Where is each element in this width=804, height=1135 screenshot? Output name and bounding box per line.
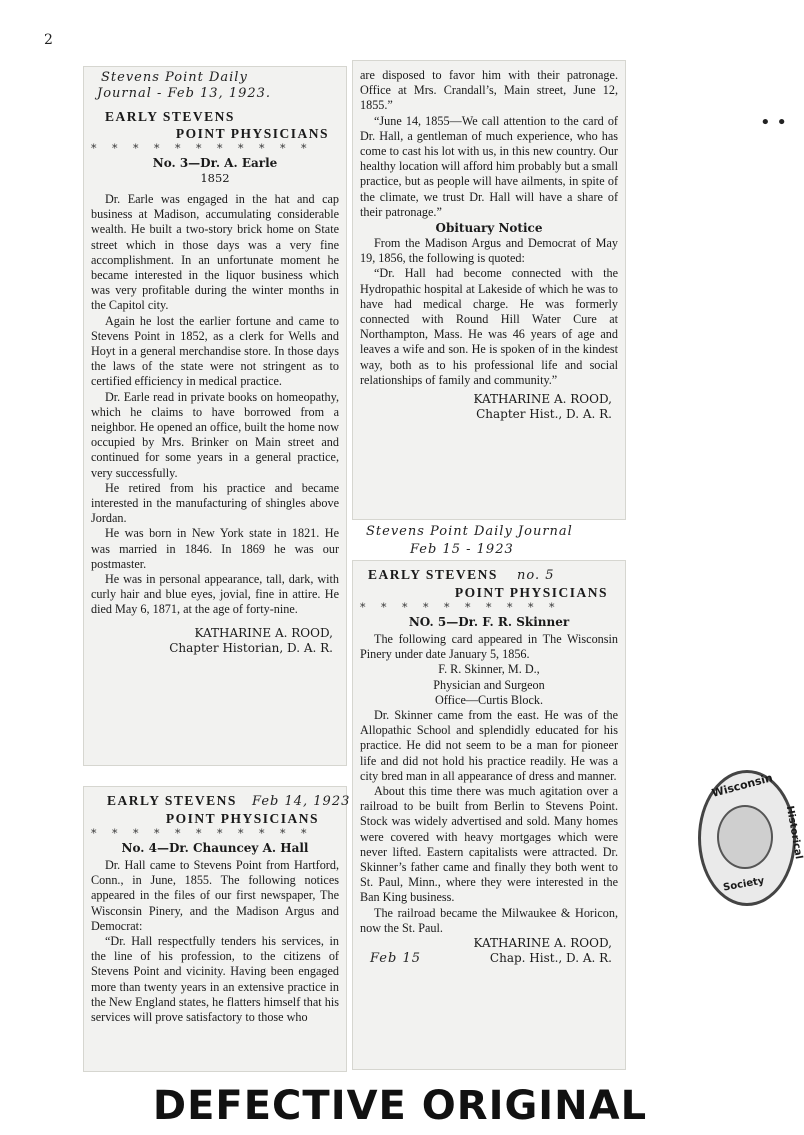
article-subtitle: NO. 5—Dr. F. R. Skinner [408, 615, 570, 629]
article-body [91, 858, 339, 1025]
handwritten-date: Journal - Feb 13, 1923. [97, 86, 272, 101]
star-divider: * * * * * * * * * * [360, 601, 561, 614]
article-year: 1852 [200, 171, 230, 185]
paragraph: Dr. Hall came to Stevens Point from Hartford, Conn., in June, 1855. The following notices appeared in the files of our first newspaper, The Wisconsin Pinery, and the Madison Argus and Democrat: [91, 858, 339, 933]
handwritten-source: Stevens Point Daily Journal [366, 524, 573, 539]
clipping-skinner [352, 560, 626, 1070]
clipping-hall [83, 786, 351, 1072]
article-body [360, 68, 618, 220]
signature-name: KATHARINE A. ROOD, [194, 625, 333, 640]
corner-mark: 2 [44, 32, 53, 48]
paragraph: From the Madison Argus and Democrat of May 19, 1856, the following is quoted: [360, 236, 618, 266]
paragraph: He retired from his practice and became interested in the manufacturing of shingles above Jordan. [91, 480, 339, 526]
paragraph: “June 14, 1855—We call attention to the card of Dr. Hall, a gentleman of much experience, who has come to cast his lot with us, in this new country. Our healthy location will afford him probably but a small practice, but as people will have ailments, in spite of the climate, we trust Dr. Hall will have a share of their patronage.” [360, 113, 618, 219]
handwritten-date: Feb 15 [370, 951, 421, 967]
clipping-hall-continued [352, 60, 626, 520]
paragraph: Dr. Skinner came from the east. He was of the Allopathic School and splendidly educated for his practice. He did not seem to be a man for pioneer life and did not hold his practice readily. He was a city bred man in all appearance of dress and manner. [360, 708, 618, 783]
scan-speck: • • [760, 112, 787, 133]
paragraph: Again he lost the earlier fortune and came to Stevens Point in 1852, as a clerk for Wells and Hoyt in a general merchandise store. In those days the laws of the state were not stringent as to certified efficiency in medical practice. [91, 313, 339, 389]
headline-line-1: EARLY STEVENS [105, 109, 235, 124]
stamp-text: Society [722, 875, 766, 894]
clipping-earle [83, 66, 347, 766]
article-body [360, 708, 618, 936]
star-divider: * * * * * * * * * * * [91, 827, 313, 840]
paragraph: The railroad became the Milwaukee & Horicon, now the St. Paul. [360, 905, 618, 935]
paragraph: About this time there was much agitation over a railroad to be built from Berlin to Stevens Point. Stock was widely advertised and sold. Many homes were covered with heavy mortgages which were never lifted. Eastern capitalists were attracted. Dr. Skinner’s father came and finally they both went to St. Paul, Minn., where they were interested in the Ban King business. [360, 784, 618, 905]
paragraph: Dr. Earle read in private books on homeopathy, which he claims to have borrowed from a neighbor. He opened an office, built the home now occupied by Mrs. Brinker on Main street and continued for some years in a general practice, very successfully. [91, 389, 339, 480]
paragraph: “Dr. Hall respectfully tenders his services, in the line of his profession, to the citizens of Stevens Point and vicinity. Having been engaged more than twenty years in an extensive practice in the New England states, he flatters himself that his services will prove satisfactory to those who [91, 934, 339, 1025]
paragraph: He was born in New York state in 1821. He was married in 1846. In 1869 he was our postmaster. [91, 526, 339, 571]
signature-title: Chapter Historian, D. A. R. [169, 640, 333, 655]
signature-title: Chapter Hist., D. A. R. [476, 407, 612, 422]
headline-line-2: POINT PHYSICIANS [165, 811, 319, 826]
article-body [91, 192, 339, 618]
signature-name: KATHARINE A. ROOD, [473, 936, 612, 951]
signature-name: KATHARINE A. ROOD, [473, 392, 612, 407]
star-divider: * * * * * * * * * * * [91, 142, 313, 155]
paragraph: Dr. Earle was engaged in the hat and cap business at Madison, accumulating considerable wealth. He built a two-story brick home on State street which in those days was a very fine accomplishment. In an unfortunate moment he became interested in the liquor business which was very profitable during the winter months in the Capitol city. [91, 192, 339, 313]
paragraph: He was in personal appearance, tall, dark, with curly hair and blue eyes, jovial, fine in attire. He died May 6, 1871, at the age of forty-nine. [91, 572, 339, 617]
handwritten-source: Stevens Point Daily [101, 70, 248, 85]
article-subtitle: No. 4—Dr. Chauncey A. Hall [121, 841, 309, 855]
obituary-heading: Obituary Notice [435, 221, 543, 236]
handwritten-date: Feb 14, 1923 [252, 794, 351, 809]
stamp-emblem-icon [717, 805, 773, 869]
headline-line-1: EARLY STEVENS [368, 567, 498, 582]
business-card-line: Physician and Surgeon [433, 677, 545, 692]
obituary-body [360, 236, 618, 388]
handwritten-number: no. 5 [517, 568, 555, 583]
business-card-line: Office—Curtis Block. [434, 692, 544, 707]
stamp-text: Wisconsin [710, 771, 775, 800]
historical-society-stamp [698, 770, 804, 906]
handwritten-date: Feb 15 - 1923 [410, 542, 514, 557]
headline-line-1: EARLY STEVENS [107, 793, 237, 808]
signature-title: Chap. Hist., D. A. R. [489, 951, 612, 966]
paragraph: “Dr. Hall had become connected with the Hydropathic hospital at Lakeside of which he was to have had medical charge. He was formerly connected with Round Hill Water Cure at Northampton, Mass. He was 46 years of age and leaves a wife and son. He is spoken of in the kindest way, both as to his professional life and social relationships of family and community.” [360, 266, 618, 387]
article-intro [360, 632, 618, 662]
defective-original-label: DEFECTIVE ORIGINAL [152, 1083, 648, 1129]
stamp-text: Historical [783, 805, 804, 860]
paragraph: The following card appeared in The Wisconsin Pinery under date January 5, 1856. [360, 632, 618, 662]
article-subtitle: No. 3—Dr. A. Earle [152, 156, 278, 170]
headline-line-2: POINT PHYSICIANS [454, 585, 608, 600]
paragraph: are disposed to favor him with their patronage. Office at Mrs. Crandall’s, Main street, June 12, 1855.” [360, 68, 618, 113]
headline-line-2: POINT PHYSICIANS [175, 126, 329, 141]
business-card-line: F. R. Skinner, M. D., [438, 662, 540, 677]
